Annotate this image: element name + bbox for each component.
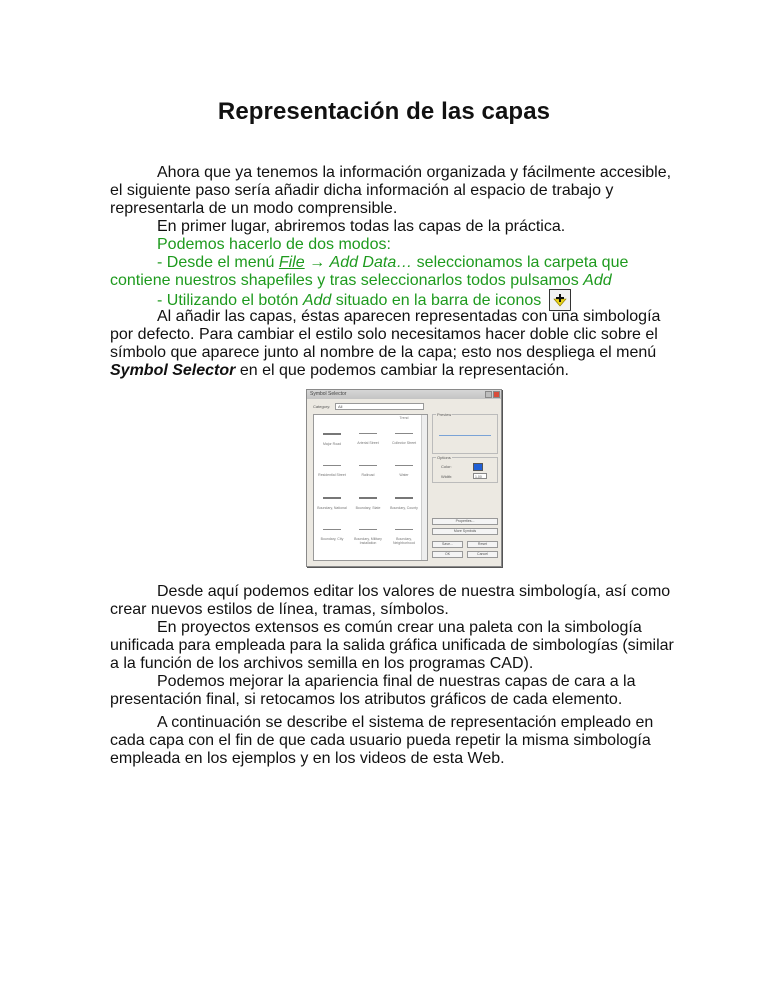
- more-symbols-button: More Symbols: [432, 528, 498, 535]
- text-span: en el que podemos cambiar la representación.: [235, 362, 569, 379]
- add-ref: Add: [302, 292, 332, 310]
- green-text-line: [110, 290, 670, 308]
- symbol-item: Boundary, State: [350, 497, 386, 510]
- add-data-plus-icon: [553, 293, 567, 307]
- page-title: Representación de las capas: [217, 98, 551, 125]
- preview-line: [439, 435, 491, 436]
- cancel-button: Cancel: [467, 551, 498, 558]
- text-line: En proyectos extensos es común crear una paleta con la simbología: [157, 619, 642, 636]
- symbol-item: Boundary, National: [314, 497, 350, 510]
- text-line: presentación final, si retocamos los atributos gráficos de cada elemento.: [110, 691, 623, 708]
- arrow-icon: →: [304, 254, 330, 271]
- symbol-item: Arterial Street: [350, 433, 386, 445]
- text-span: situado en la barra de iconos: [331, 292, 542, 310]
- symbol-item: Boundary, City: [314, 529, 350, 541]
- text-line: crear nuevos estilos de línea, tramas, símbolos.: [110, 601, 449, 618]
- symbol-list: [313, 414, 428, 561]
- text-line: Desde aquí podemos editar los valores de nuestra simbología, así como: [157, 583, 671, 600]
- dialog-title-bar: [307, 390, 501, 399]
- text-line: Al añadir las capas, éstas aparecen representadas con una simbología: [157, 308, 661, 325]
- category-select: All: [335, 403, 424, 410]
- green-text-line: [110, 272, 670, 290]
- text-line: unificada para empleada para la salida gráfica unificada de simbologías (similar: [110, 637, 674, 654]
- menu-file-ref: File: [278, 254, 305, 271]
- close-icon: [493, 391, 500, 398]
- text-line: Podemos mejorar la apariencia final de nuestras capas de cara a la: [157, 673, 636, 690]
- closing-paragraph: [110, 714, 670, 768]
- symbol-item: Boundary, Neighborhood: [386, 529, 422, 545]
- text-line: [110, 362, 670, 380]
- text-line: símbolo que aparece junto al nombre de la capa; esto nos despliega el menú: [110, 344, 657, 361]
- category-label: Category:: [313, 404, 331, 409]
- intro-paragraph: [110, 164, 670, 308]
- symbol-label: Trend: [399, 416, 409, 420]
- help-icon: [485, 391, 492, 398]
- symbol-item: Residential Street: [314, 465, 350, 477]
- editing-paragraph: [110, 583, 674, 709]
- symbol-item: Major Road: [314, 433, 350, 446]
- text-line: Ahora que ya tenemos la información organizada y fácilmente accesible,: [157, 164, 672, 181]
- text-line: A continuación se describe el sistema de representación empleado en: [157, 714, 654, 731]
- dialog-title: Symbol Selector: [310, 391, 347, 397]
- color-label: Color:: [441, 464, 452, 469]
- text-line: el siguiente paso sería añadir dicha información al espacio de trabajo y: [110, 182, 614, 199]
- color-swatch: [473, 463, 483, 471]
- properties-button: Properties...: [432, 518, 498, 525]
- width-label: Width:: [441, 474, 453, 479]
- text-span: seleccionamos la carpeta que: [412, 254, 629, 271]
- symbol-item: Boundary, Military Installation: [350, 529, 386, 545]
- preview-label: Preview: [437, 412, 452, 417]
- text-line: cada capa con el fin de que cada usuario pueda repetir la misma simbología: [110, 732, 651, 749]
- width-field: 1.00: [473, 473, 487, 479]
- symbol-selector-dialog-image: [306, 389, 502, 567]
- scrollbar: [421, 415, 427, 560]
- text-span: contiene nuestros shapefiles y tras seleccionarlos todos pulsamos: [110, 272, 584, 289]
- text-line: a la función de los archivos semilla en los programas CAD).: [110, 655, 534, 672]
- green-text-line: Podemos hacerlo de dos modos:: [157, 236, 391, 253]
- preview-group: [432, 414, 498, 454]
- add-ref: Add: [583, 272, 612, 289]
- text-line: por defecto. Para cambiar el estilo solo necesitamos hacer doble clic sobre el: [110, 326, 658, 343]
- symbol-item: Railroad: [350, 465, 386, 477]
- reset-button: Reset: [467, 541, 498, 548]
- text-span: - Desde el menú: [157, 254, 279, 271]
- text-line: representarla de un modo comprensible.: [110, 200, 398, 217]
- symbol-item: Boundary, County: [386, 497, 422, 510]
- menu-add-data-ref: Add Data…: [329, 254, 413, 271]
- ok-button: OK: [432, 551, 463, 558]
- symbol-item: Collector Street: [386, 433, 422, 445]
- options-group: [432, 457, 498, 483]
- save-button: Save...: [432, 541, 463, 548]
- symbology-paragraph: [110, 308, 670, 380]
- symbol-selector-ref: Symbol Selector: [110, 362, 236, 379]
- text-span: - Utilizando el botón: [157, 292, 303, 310]
- text-line: empleada en los ejemplos y en los videos de esta Web.: [110, 750, 505, 767]
- text-line: En primer lugar, abriremos todas las capas de la práctica.: [157, 218, 566, 235]
- options-label: Options: [437, 455, 451, 460]
- symbol-item: Water: [386, 465, 422, 477]
- green-text-line: [110, 254, 670, 272]
